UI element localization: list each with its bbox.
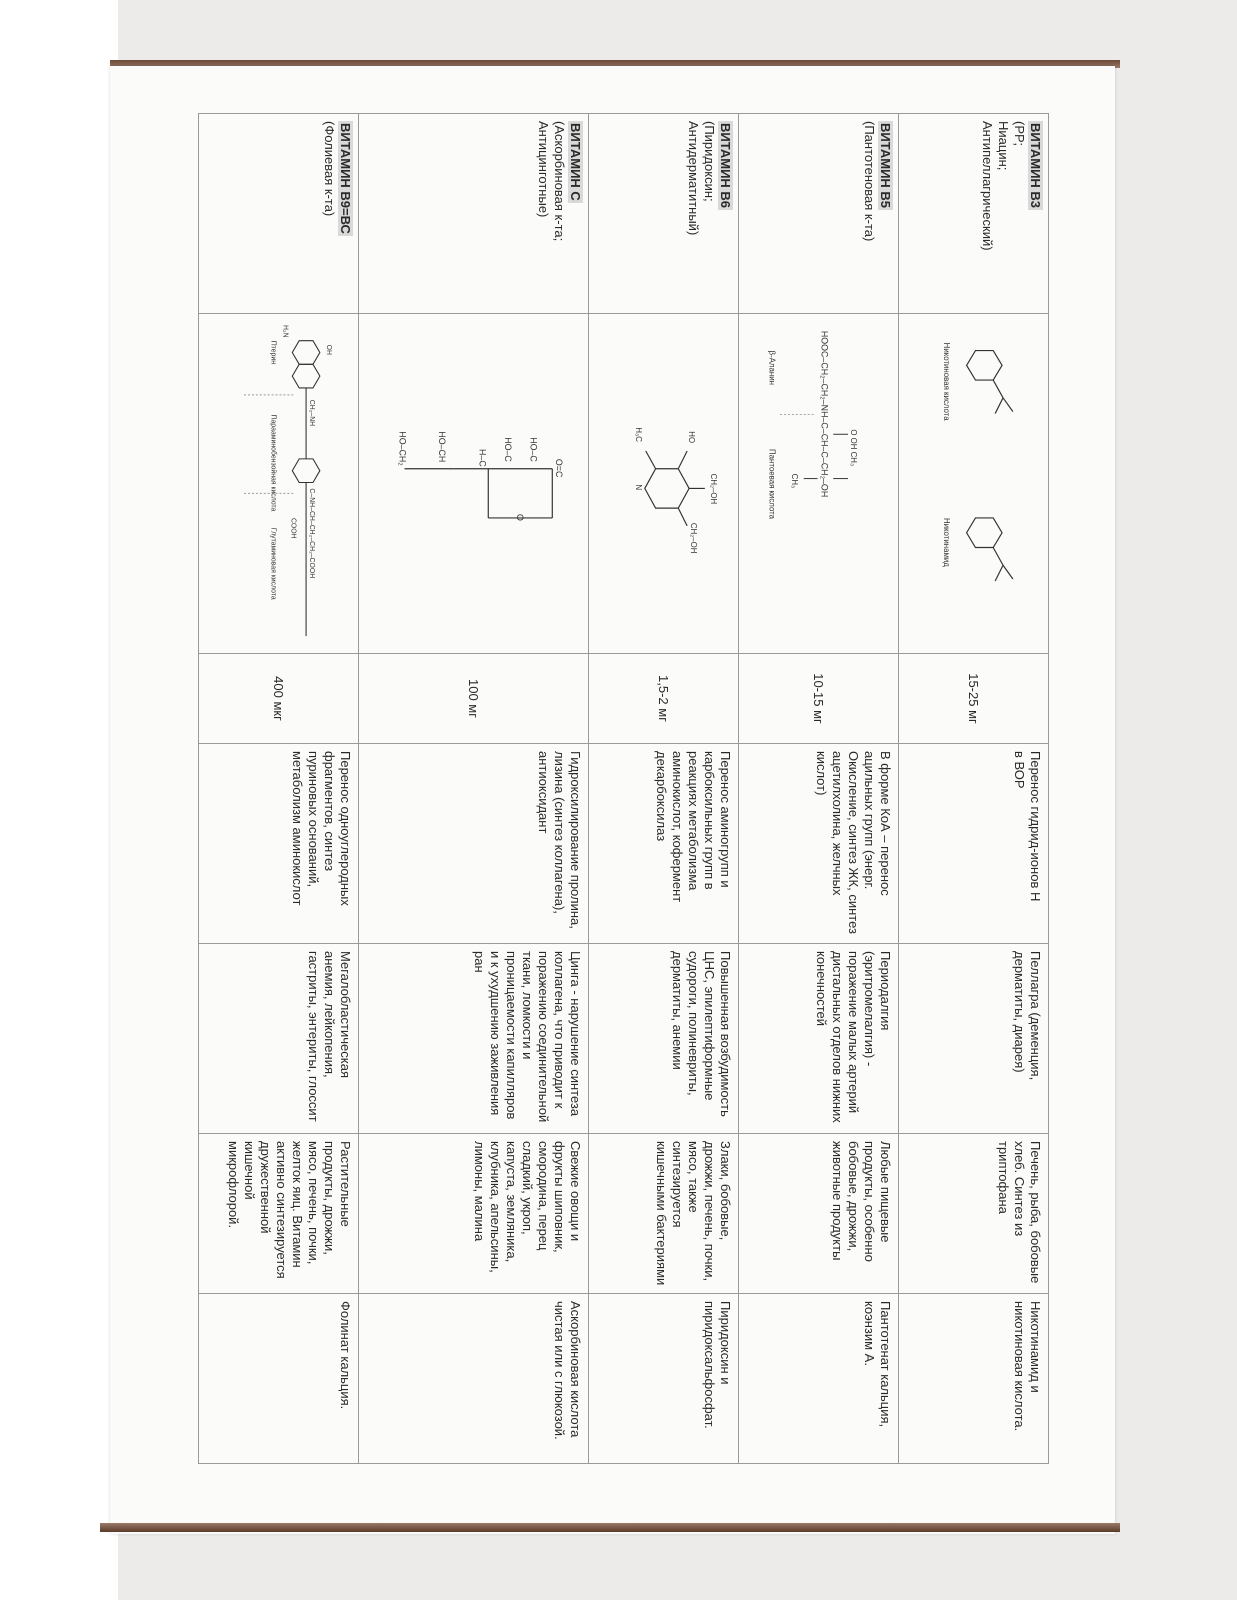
vitamin-alt-names: (Аскорбиновая к-та; Антицинготные) <box>536 121 567 242</box>
vitamin-name-cell <box>589 114 739 314</box>
preparations-cell: Пантотенат кальция, коэнзим А. <box>739 1294 899 1464</box>
preparations-cell: Фолинат кальция. <box>199 1294 359 1464</box>
structure-label: Пантоевая кислота <box>767 449 777 520</box>
svg-text:HO–CH: HO–CH <box>437 431 448 463</box>
dose-cell: 100 мг <box>359 654 589 744</box>
vitamin-table <box>198 113 1049 1464</box>
svg-text:OH: OH <box>324 344 332 355</box>
dose-cell: 10-15 мг <box>739 654 899 744</box>
deficiency-cell: Периодалгия (эритромелалгия) - поражение малых артерий дистальных отделов нижних конечностей <box>739 944 899 1134</box>
vitamin-alt-names: (РР; Ниацин; Антипеллагрический) <box>980 121 1027 251</box>
svg-text:CH₂–OH: CH₂–OH <box>689 522 699 554</box>
svg-text:H₂N: H₂N <box>281 324 289 338</box>
vitamin-alt-names: (Пиридоксин; Антидерматитный) <box>686 121 717 236</box>
table-row <box>899 114 1049 1464</box>
structure-label: Никотинамид <box>941 517 951 567</box>
vitamin-name-cell <box>899 114 1049 314</box>
deficiency-cell: Повышенная возбудимость ЦНС, эпилептиформные судороги, полиневриты, дерматиты, анемии <box>589 944 739 1134</box>
sources-cell: Растительные продукты, дрожжи, мясо, печень, почки, желток яиц. Витамин активно синтезируется дружественной кишечной микрофлорой. <box>199 1134 359 1294</box>
paper-edge-bottom <box>100 1523 1120 1532</box>
svg-text:HO–CH₂: HO–CH₂ <box>397 431 408 466</box>
svg-text:HOOC–CH₂–CH₂–NH–C–CH–C–CH₂–OH: HOOC–CH₂–CH₂–NH–C–CH–C–CH₂–OH <box>819 330 830 498</box>
structure-label: β-Аланин <box>767 350 777 385</box>
structure-label: Птерин <box>269 340 277 365</box>
pantothenic-acid-structure-diagram <box>744 321 893 646</box>
deficiency-cell: Цинга - нарушение синтеза коллагена, что приводит к поражению соединительной ткани, ломкости и проницаемости капилляров и к ухудшению заживления ран <box>359 944 589 1134</box>
vitamin-name: ВИТАМИН В9=ВС <box>338 123 353 234</box>
deficiency-cell: Мегалобластическая анемия, лейкопения, гастриты, энтериты, глоссит <box>199 944 359 1134</box>
structure-label: Парааминобензойная кислота <box>269 414 277 512</box>
folic-acid-structure-diagram <box>204 321 353 646</box>
svg-text:CH₂–NH: CH₂–NH <box>308 399 316 427</box>
table-row <box>199 114 359 1464</box>
svg-text:C–NH–CH–CH₂–CH₂–COOH: C–NH–CH–CH₂–CH₂–COOH <box>308 488 316 579</box>
vitamin-name-cell <box>739 114 899 314</box>
vitamin-name-cell <box>199 114 359 314</box>
table-row <box>739 114 899 1464</box>
vitamin-name: ВИТАМИН С <box>568 123 583 201</box>
svg-text:HO–C: HO–C <box>503 437 514 462</box>
function-cell: Перенос аминогрупп и карбоксильных групп в реакциях метаболизма аминокислот, кофермент декарбоксилаз <box>589 744 739 944</box>
svg-text:HO–C: HO–C <box>528 437 539 462</box>
backdrop <box>0 0 118 1600</box>
preparations-cell: Аскорбиновая кислота чистая или с глюкозой. <box>359 1294 589 1464</box>
table-row <box>589 114 739 1464</box>
svg-text:CH₃: CH₃ <box>789 473 799 489</box>
dose-cell: 15-25 мг <box>899 654 1049 744</box>
preparations-cell: Никотинамид и никотиновая кислота. <box>899 1294 1049 1464</box>
structure-cell <box>199 314 359 654</box>
svg-text:H–C: H–C <box>477 449 488 467</box>
function-cell: Перенос одноуглеродных фрагментов, синтез пуриновых оснований, метаболизм аминокислот <box>199 744 359 944</box>
structure-cell <box>359 314 589 654</box>
vitamin-alt-names: (Пантотеновая к-та) <box>862 121 877 242</box>
svg-text:O OH CH₃: O OH CH₃ <box>849 429 858 467</box>
niacin-structure-diagram <box>904 321 1043 646</box>
pyridoxine-structure-diagram <box>594 321 733 646</box>
table-row <box>359 114 589 1464</box>
svg-text:O=C: O=C <box>554 458 565 478</box>
rotated-table-wrapper <box>199 113 1049 1463</box>
structure-label: Никотиновая кислота <box>941 342 951 421</box>
preparations-cell: Пиридоксин и пиридоксальфосфат. <box>589 1294 739 1464</box>
dose-cell: 400 мкг <box>199 654 359 744</box>
structure-cell <box>589 314 739 654</box>
ascorbic-acid-structure-diagram <box>364 321 583 646</box>
sources-cell: Любые пищевые продукты, особенно бобовые, дрожжи, животные продукты <box>739 1134 899 1294</box>
function-cell: Гидроксилирование пролина, лизина (синтез коллагена), антиоксидант <box>359 744 589 944</box>
structure-cell <box>739 314 899 654</box>
vitamin-name: ВИТАМИН В6 <box>718 123 733 209</box>
deficiency-cell: Пеллагра (деменция, дерматиты, диарея) <box>899 944 1049 1134</box>
svg-text:HO: HO <box>687 431 697 444</box>
vitamin-alt-names: (Фолиевая к-та) <box>322 121 337 217</box>
svg-text:O: O <box>514 514 525 521</box>
function-cell: Перенос гидрид-ионов Н в ВОР <box>899 744 1049 944</box>
structure-cell <box>899 314 1049 654</box>
sources-cell: Злаки, бобовые, дрожжи, печень, почки, мясо, также синтезируется кишечными бактериями <box>589 1134 739 1294</box>
sources-cell: Свежие овощи и фрукты шиповник, смородина, перец сладкий, укроп, капуста, земляника, клубника, апельсины, лимоны, малина <box>359 1134 589 1294</box>
svg-text:N: N <box>633 484 643 491</box>
vitamin-name-cell <box>359 114 589 314</box>
sources-cell: Печень, рыба, бобовые хлеб. Синтез из триптофана <box>899 1134 1049 1294</box>
vitamin-name: ВИТАМИН В3 <box>1028 123 1043 209</box>
dose-cell: 1,5-2 мг <box>589 654 739 744</box>
svg-text:COOH: COOH <box>289 517 297 539</box>
function-cell: В форме КоА – перенос ацильных групп (энерг. Окисление, синтез ЖК, синтез ацетилхолина, желчных кислот) <box>739 744 899 944</box>
vitamin-name: ВИТАМИН В5 <box>878 123 893 209</box>
structure-label: Глутаминовая кислота <box>269 527 277 600</box>
svg-text:H₃C: H₃C <box>633 427 643 442</box>
svg-text:CH₂–OH: CH₂–OH <box>708 473 718 505</box>
